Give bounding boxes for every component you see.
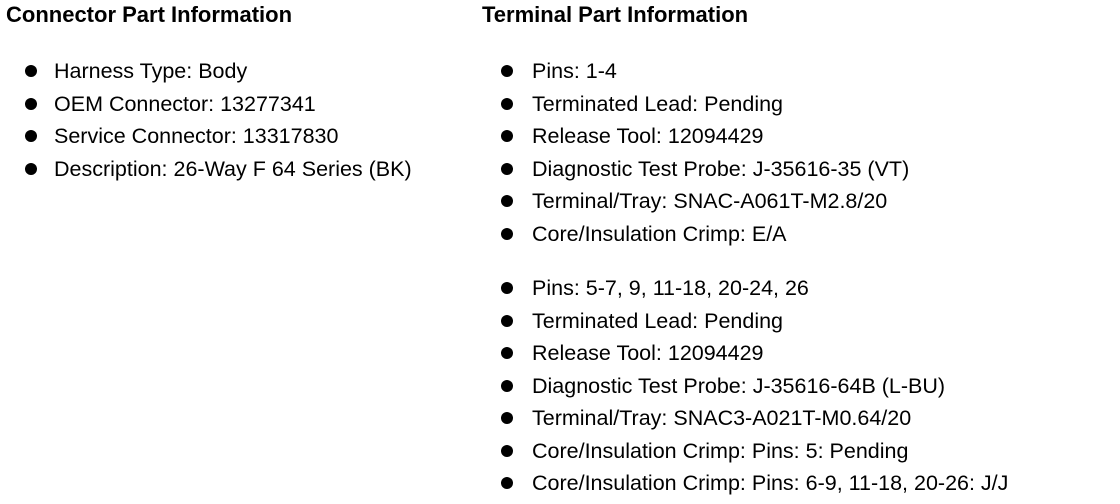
bullet-icon bbox=[501, 163, 513, 175]
terminal-pins bbox=[482, 55, 1112, 88]
terminal-crimp bbox=[482, 467, 1112, 500]
connector-info-list bbox=[6, 55, 476, 185]
list-item-text: Diagnostic Test Probe: J-35616-64B (L-BU) bbox=[532, 373, 946, 398]
terminal-group-1 bbox=[482, 55, 1112, 250]
list-item-text: Service Connector: 13317830 bbox=[54, 124, 339, 148]
terminal-terminated-lead bbox=[482, 88, 1112, 121]
bullet-icon bbox=[25, 65, 37, 77]
bullet-icon bbox=[25, 130, 37, 142]
bullet-icon bbox=[501, 315, 513, 327]
list-item-text: Terminated Lead: Pending bbox=[532, 308, 784, 333]
terminal-tray bbox=[482, 185, 1112, 218]
bullet-icon bbox=[501, 65, 513, 77]
list-item-text: Description: 26-Way F 64 Series (BK) bbox=[54, 156, 412, 181]
list-item-text: Core/Insulation Crimp: Pins: 5: Pending bbox=[532, 438, 909, 463]
list-item-text: Diagnostic Test Probe: J-35616-35 (VT) bbox=[532, 156, 910, 181]
terminal-crimp bbox=[482, 218, 1112, 251]
connector-info-section bbox=[6, 0, 476, 185]
terminal-diagnostic-probe bbox=[482, 153, 1112, 186]
bullet-icon bbox=[501, 477, 513, 489]
connector-info-heading: Connector Part Information bbox=[6, 2, 293, 27]
connector-oem-connector bbox=[6, 88, 476, 121]
list-item-text: Pins: 1-4 bbox=[532, 59, 617, 83]
list-item-text: Release Tool: 12094429 bbox=[532, 341, 764, 365]
list-item-text: Harness Type: Body bbox=[54, 59, 248, 83]
connector-harness-type bbox=[6, 55, 476, 88]
bullet-icon bbox=[501, 195, 513, 207]
terminal-crimp bbox=[482, 435, 1112, 468]
bullet-icon bbox=[501, 445, 513, 457]
connector-service-connector bbox=[6, 120, 476, 153]
list-item-text: Core/Insulation Crimp: Pins: 6-9, 11-18, 20-26: J/J bbox=[532, 471, 1009, 495]
bullet-icon bbox=[501, 347, 513, 359]
connector-description bbox=[6, 153, 476, 186]
bullet-icon bbox=[501, 228, 513, 240]
list-item-text: OEM Connector: 13277341 bbox=[54, 91, 316, 116]
terminal-release-tool bbox=[482, 120, 1112, 153]
terminal-release-tool bbox=[482, 337, 1112, 370]
list-item-text: Release Tool: 12094429 bbox=[532, 124, 764, 148]
bullet-icon bbox=[25, 98, 37, 110]
terminal-tray bbox=[482, 402, 1112, 435]
bullet-icon bbox=[501, 412, 513, 424]
list-item-text: Terminal/Tray: SNAC-A061T-M2.8/20 bbox=[532, 189, 888, 213]
list-item-text: Terminal/Tray: SNAC3-A021T-M0.64/20 bbox=[532, 406, 912, 430]
terminal-diagnostic-probe bbox=[482, 370, 1112, 403]
terminal-group-2 bbox=[482, 272, 1112, 500]
list-item-text: Terminated Lead: Pending bbox=[532, 91, 784, 116]
terminal-terminated-lead bbox=[482, 305, 1112, 338]
bullet-icon bbox=[501, 282, 513, 294]
list-item-text: Pins: 5-7, 9, 11-18, 20-24, 26 bbox=[532, 276, 809, 300]
list-item-text: Core/Insulation Crimp: E/A bbox=[532, 221, 787, 246]
terminal-pins bbox=[482, 272, 1112, 305]
bullet-icon bbox=[501, 98, 513, 110]
terminal-info-heading: Terminal Part Information bbox=[482, 2, 749, 27]
bullet-icon bbox=[501, 130, 513, 142]
bullet-icon bbox=[25, 163, 37, 175]
bullet-icon bbox=[501, 380, 513, 392]
terminal-info-section bbox=[482, 0, 1112, 500]
